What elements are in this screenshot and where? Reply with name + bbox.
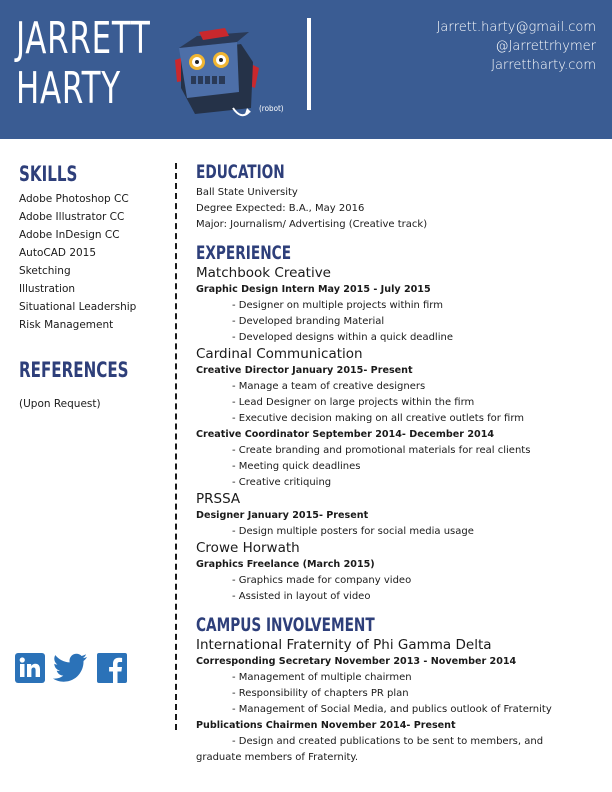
role-title: Creative Director January 2015- Present (196, 365, 413, 376)
skills-title: SKILLS (19, 162, 78, 186)
skill-item: Adobe Photoshop CC (19, 193, 129, 205)
bullet-item: - Developed designs within a quick deadline (232, 332, 453, 343)
org-name: Cardinal Communication (196, 346, 363, 362)
facebook-icon[interactable] (97, 653, 127, 683)
header-banner (0, 0, 612, 139)
role-title: Graphics Freelance (March 2015) (196, 559, 375, 570)
bullet-item: - Assisted in layout of video (232, 591, 371, 602)
bullet-item: - Responsibility of chapters PR plan (232, 688, 409, 699)
org-name: International Fraternity of Phi Gamma Delta (196, 637, 492, 653)
references-text: (Upon Request) (19, 398, 101, 410)
org-name: PRSSA (196, 491, 241, 507)
bullet-item: - Graphics made for company video (232, 575, 412, 586)
education-line: Major: Journalism/ Advertising (Creative track) (196, 219, 428, 230)
skill-item: Adobe InDesign CC (19, 229, 120, 241)
skills-section (19, 162, 169, 334)
bullet-item: - Creative critiquing (232, 477, 332, 488)
skill-item: Illustration (19, 283, 76, 295)
column-divider (175, 163, 177, 730)
bullet-item: - Design and created publications to be sent to members, and (232, 736, 544, 747)
skill-item: AutoCAD 2015 (19, 247, 97, 259)
bullet-item: - Design multiple posters for social media usage (232, 526, 474, 537)
contact-info (437, 18, 596, 75)
twitter-icon[interactable] (52, 653, 88, 683)
header-divider (307, 18, 311, 110)
skills-list (19, 190, 169, 334)
skill-item: Sketching (19, 265, 71, 277)
twitter-handle[interactable]: @Jarrettrhymer (495, 39, 596, 54)
linkedin-icon[interactable] (15, 653, 45, 683)
robot-caption: (robot) (259, 104, 284, 113)
skill-item: Situational Leadership (19, 301, 137, 313)
bullet-item: - Designer on multiple projects within firm (232, 300, 443, 311)
bullet-item: - Create branding and promotional materials for real clients (232, 445, 531, 456)
bullet-item-continuation: graduate members of Fraternity. (196, 752, 359, 763)
role-title: Creative Coordinator September 2014- December 2014 (196, 429, 495, 440)
email-link[interactable]: Jarrett.harty@gmail.com (436, 20, 596, 35)
org-name: Matchbook Creative (196, 265, 331, 281)
bullet-item: - Developed branding Material (232, 316, 385, 327)
bullet-item: - Management of Social Media, and publics outlook of Fraternity (232, 704, 552, 715)
references-title: REFERENCES (19, 358, 129, 382)
experience-title: EXPERIENCE (196, 242, 292, 264)
name-heading (16, 14, 151, 114)
bullet-item: - Manage a team of creative designers (232, 381, 426, 392)
bullet-item: - Lead Designer on large projects within the firm (232, 397, 475, 408)
main-content (196, 160, 596, 766)
skill-item: Risk Management (19, 319, 114, 331)
bullet-item: - Management of multiple chairmen (232, 672, 412, 683)
org-name: Crowe Horwath (196, 540, 300, 556)
education-line: Ball State University (196, 187, 298, 198)
skill-item: Adobe Illustrator CC (19, 211, 125, 223)
bullet-item: - Executive decision making on all creative outlets for firm (232, 413, 524, 424)
role-title: Graphic Design Intern May 2015 - July 2015 (196, 284, 431, 295)
last-name: HARTY (16, 63, 121, 114)
education-title: EDUCATION (196, 161, 285, 183)
education-line: Degree Expected: B.A., May 2016 (196, 203, 365, 214)
role-title: Publications Chairmen November 2014- Present (196, 720, 456, 731)
role-title: Designer January 2015- Present (196, 510, 369, 521)
robot-icon (167, 22, 267, 122)
role-title: Corresponding Secretary November 2013 - November 2014 (196, 656, 517, 667)
campus-title: CAMPUS INVOLVEMENT (196, 614, 375, 636)
bullet-item: - Meeting quick deadlines (232, 461, 361, 472)
website-link[interactable]: Jarrettharty.com (491, 58, 596, 73)
first-name: JARRETT (16, 13, 151, 64)
